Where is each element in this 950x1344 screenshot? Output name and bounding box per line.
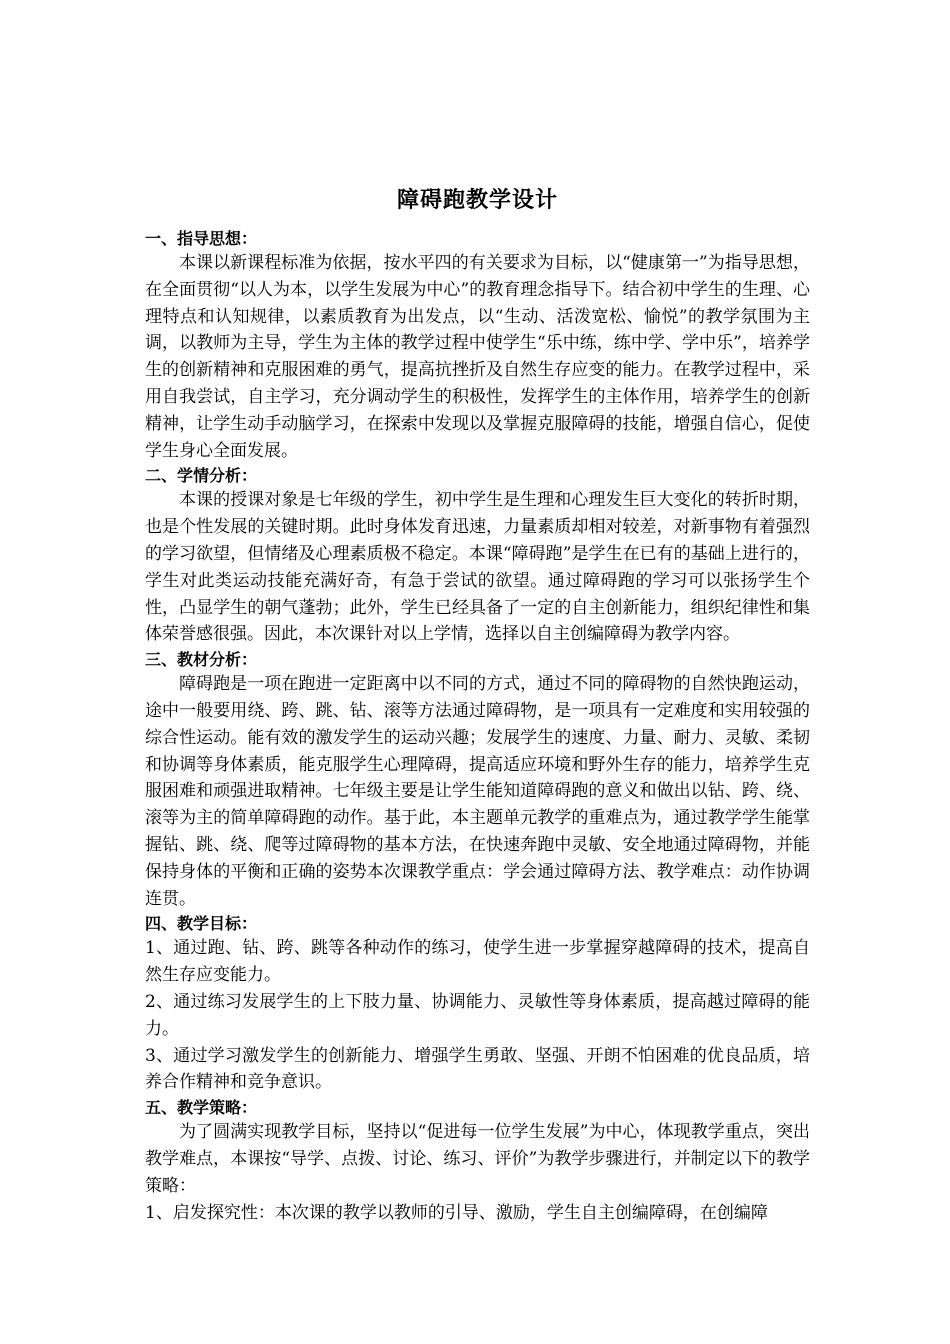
section-material-analysis <box>145 648 810 912</box>
list-item: 2、通过练习发展学生的上下肢力量、协调能力、灵敏性等身体素质，提高越过障碍的能力。 <box>145 991 810 1039</box>
document-title: 障碍跑教学设计 <box>396 188 558 213</box>
list-item: 1、启发探究性：本次课的教学以教师的引导、激励，学生自主创编障碍，在创编障 <box>145 1202 768 1223</box>
section-guiding-ideology <box>145 227 810 464</box>
paragraph: 障碍跑是一项在跑进一定距离中以不同的方式，通过不同的障碍物的自然快跑运动，途中一般要用绕、跨、跳、钻、滚等方法通过障碍物，是一项具有一定难度和实用较强的综合性运动。能有效的激发学生的运动兴趣；发展学生的速度、力量、耐力、灵敏、柔韧和协调等身体素质，能克服学生心理障碍，提高适应环境和野外生存的能力，培养学生克服困难和顽强进取精神。七年级主要是让学生能知道障碍跑的意义和做出以钻、跨、绕、滚等为主的简单障碍跑的动作。基于此，本主题单元教学的重难点为，通过教学学生能掌握钻、跳、绕、爬等过障碍物的基本方法，在快速奔跑中灵敏、安全地通过障碍物，并能保持身体的平衡和正确的姿势本次课教学重点：学会通过障碍方法、教学难点：动作协调连贯。 <box>145 674 810 909</box>
section-teaching-objectives <box>145 912 810 1096</box>
section-heading: 四、教学目标： <box>145 914 258 934</box>
list-item: 1、通过跑、钻、跨、跳等各种动作的练习，使学生进一步掌握穿越障碍的技术，提高自然生存应变能力。 <box>145 938 810 986</box>
document-page <box>145 183 810 1226</box>
paragraph: 本课以新课程标准为依据，按水平四的有关要求为目标，以“健康第一”为指导思想，在全面贯彻“以人为本，以学生发展为中心”的教育理念指导下。结合初中学生的生理、心理特点和认知规律，以素质教育为出发点，以“生动、活泼宽松、愉悦”的教学氛围为主调，以教师为主导，学生为主体的教学过程中使学生“乐中练，练中学、学中乐”，培养学生的创新精神和克服困难的勇气，提高抗挫折及自然生存应变的能力。在教学过程中，采用自我尝试，自主学习，充分调动学生的积极性，发挥学生的主体作用，培养学生的创新精神，让学生动手动脑学习，在探索中发现以及掌握克服障碍的技能，增强自信心，促使学生身心全面发展。 <box>145 253 810 461</box>
paragraph: 为了圆满实现教学目标，坚持以“促进每一位学生发展”为中心，体现教学重点，突出教学难点，本课按“导学、点拨、讨论、练习、评价”为教学步骤进行，并制定以下的教学策略： <box>145 1122 810 1196</box>
section-teaching-strategy <box>145 1096 810 1226</box>
paragraph: 本课的授课对象是七年级的学生，初中学生是生理和心理发生巨大变化的转折时期，也是个性发展的关键时期。此时身体发育迅速，力量素质却相对较差，对新事物有着强烈的学习欲望，但情绪及心理素质极不稳定。本课“障碍跑”是学生在已有的基础上进行的，学生对此类运动技能充满好奇，有急于尝试的欲望。通过障碍跑的学习可以张扬学生个性，凸显学生的朝气蓬勃；此外，学生已经具备了一定的自主创新能力，组织纪律性和集体荣誉感很强。因此，本次课针对以上学情，选择以自主创编障碍为教学内容。 <box>145 490 810 645</box>
list-item: 3、通过学习激发学生的创新能力、增强学生勇敢、坚强、开朗不怕困难的优良品质，培养合作精神和竞争意识。 <box>145 1045 810 1093</box>
section-heading: 二、学情分析： <box>145 466 258 486</box>
section-heading: 三、教材分析： <box>145 650 258 670</box>
section-student-analysis <box>145 464 810 648</box>
section-heading: 五、教学策略： <box>145 1098 258 1118</box>
section-heading: 一、指导思想： <box>145 229 258 248</box>
